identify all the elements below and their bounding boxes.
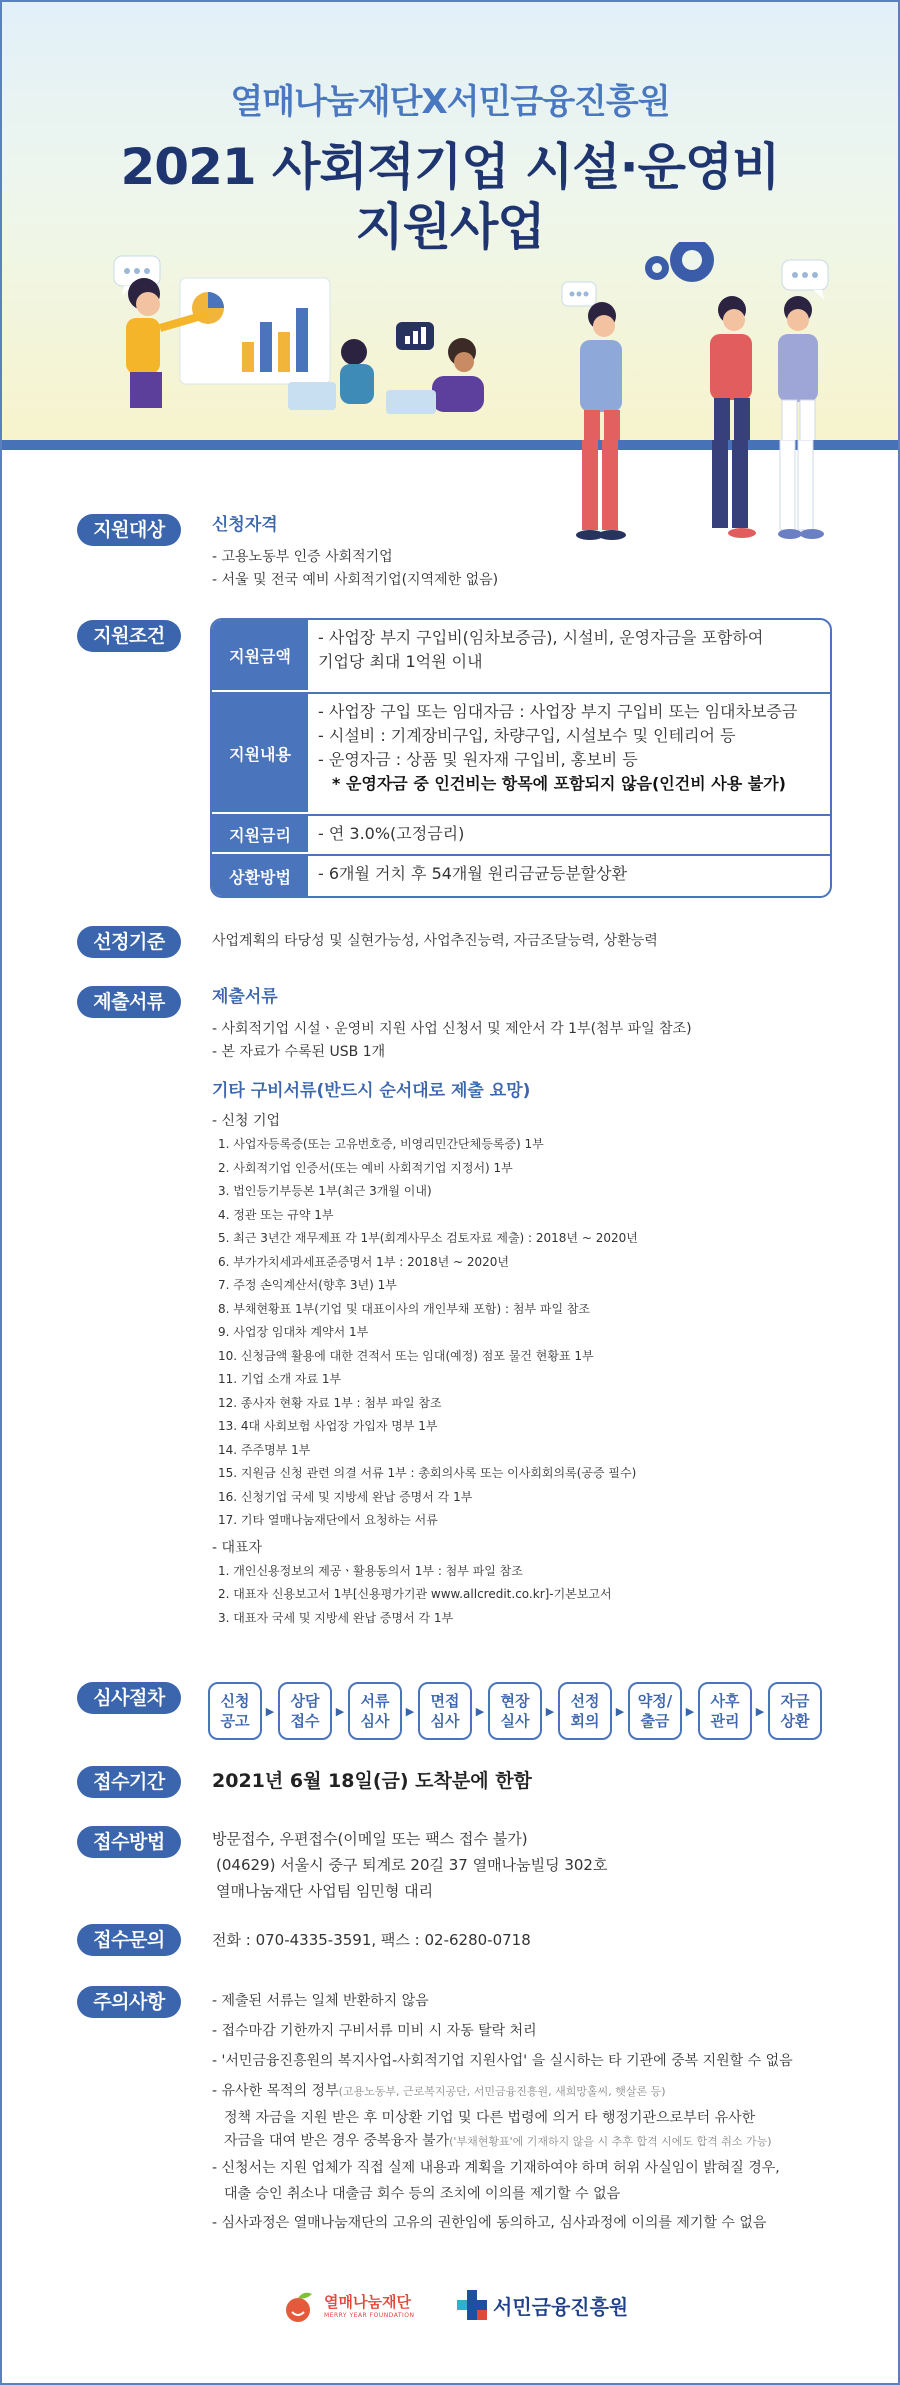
process-step [208, 1682, 262, 1740]
process-step [418, 1682, 472, 1740]
documents-list-item: 10. 신청금액 활용에 대한 견적서 또는 임대(예정) 점포 물건 현황표 1부 [218, 1348, 594, 1363]
conditions-value: - 연 3.0%(고정금리) [318, 824, 465, 843]
conditions-row [212, 856, 830, 896]
section-tag-period: 접수기간 [77, 1766, 181, 1798]
process-step [278, 1682, 332, 1740]
documents-item: - 사회적기업 시설ㆍ운영비 지원 사업 신청서 및 제안서 각 1부(첨부 파일 참조) [212, 1021, 692, 1037]
documents-list-item: 11. 기업 소개 자료 1부 [218, 1372, 342, 1386]
step-arrow-icon: ▶ [545, 1704, 555, 1718]
conditions-line: 기업당 최대 1억원 이내 [318, 652, 483, 671]
speech-bubble-icon [562, 282, 596, 306]
process-step [488, 1682, 542, 1740]
logo2-name: 서민금융진흥원 [493, 2294, 629, 2319]
process-step-label: 접수 [290, 1712, 320, 1730]
documents-list-item: 17. 기타 열매나눔재단에서 요청하는 서류 [218, 1513, 438, 1527]
target-item: - 고용노동부 인증 사회적기업 [212, 549, 393, 565]
documents-rep-heading: - 대표자 [212, 1539, 263, 1556]
documents-list-item: 6. 부가가치세과세표준증명서 1부 : 2018년 ~ 2020년 [218, 1254, 510, 1269]
hero-banner [2, 2, 898, 442]
process-step-label: 신청 [220, 1692, 250, 1710]
notice-line: - 접수마감 기한까지 구비서류 미비 시 자동 탈락 처리 [212, 2023, 537, 2039]
notice-line: - 신청서는 지원 업체가 직접 실제 내용과 계획을 기재하여야 하며 허위 사실임이 밝혀질 경우, [212, 2160, 780, 2176]
conditions-row [212, 620, 830, 694]
notice-line: 대출 승인 취소나 대출금 회수 등의 조치에 이의를 제기할 수 없음 [224, 2186, 621, 2202]
documents-list-item: 1. 개인신용정보의 제공ㆍ활용동의서 1부 : 첨부 파일 참조 [218, 1563, 523, 1578]
conditions-line: - 사업장 부지 구입비(임차보증금), 시설비, 운영자금을 포함하여 [318, 628, 764, 647]
method-line: (04629) 서울시 중구 퇴계로 20길 37 열매나눔빌딩 302호 [216, 1856, 608, 1874]
documents-company-heading: - 신청 기업 [212, 1113, 281, 1129]
target-heading: 신청자격 [212, 515, 278, 535]
documents-list-item: 16. 신청기업 국세 및 지방세 완납 증명서 각 1부 [218, 1489, 473, 1504]
step-arrow-icon: ▶ [265, 1704, 275, 1718]
documents-list-item: 4. 정관 또는 규약 1부 [218, 1207, 334, 1222]
step-arrow-icon: ▶ [405, 1704, 415, 1718]
step-arrow-icon: ▶ [335, 1704, 345, 1718]
section-tag-method: 접수방법 [77, 1826, 181, 1858]
documents-list-item: 9. 사업장 임대차 계약서 1부 [218, 1325, 369, 1339]
documents-list-item: 14. 주주명부 1부 [218, 1442, 311, 1457]
process-step-label: 상담 [290, 1692, 320, 1710]
process-step [348, 1682, 402, 1740]
method-line: 열매나눔재단 사업팀 임민형 대리 [216, 1882, 434, 1900]
documents-list-item: 12. 종사자 현황 자료 1부 : 첨부 파일 참조 [218, 1395, 442, 1410]
hero-title-line2: 지원사업 [355, 198, 545, 256]
section-tag-conditions: 지원조건 [77, 620, 181, 652]
documents-list-item: 3. 대표자 국세 및 지방세 완납 증명서 각 1부 [218, 1610, 454, 1625]
conditions-label: 지원내용 [212, 694, 308, 814]
inquiry-text: 전화 : 070-4335-3591, 팩스 : 02-6280-0718 [212, 1931, 531, 1949]
notice-line: 정책 자금을 지원 받은 후 미상환 기업 및 다른 법령에 의거 타 행정기관으로부터 유사한 [224, 2110, 756, 2126]
process-step [558, 1682, 612, 1740]
conditions-line: - 사업장 구입 또는 임대자금 : 사업장 부지 구입비 또는 임대차보증금 [318, 702, 798, 721]
documents-list-item: 5. 최근 3년간 재무제표 각 1부(회계사무소 검토자료 제출) : 2018년 ~ 2020년 [218, 1231, 638, 1245]
process-step [628, 1682, 682, 1740]
process-steps [208, 1682, 822, 1740]
conditions-row [212, 816, 830, 856]
process-step-label: 출금 [640, 1712, 670, 1730]
section-tag-target: 지원대상 [77, 514, 181, 546]
hero-title [2, 137, 898, 257]
conditions-value: - 6개월 거치 후 54개월 원리금균등분할상환 [318, 864, 628, 883]
notice-line [212, 2076, 872, 2107]
hero-illustration [2, 242, 898, 442]
process-step-label: 사후 [710, 1692, 740, 1710]
merry-year-logo [278, 2288, 414, 2324]
process-step-label: 약정/ [637, 1692, 673, 1710]
notice-text: - 유사한 목적의 정부 [212, 2083, 339, 2099]
method-line: 방문접수, 우편접수(이메일 또는 팩스 접수 불가) [212, 1830, 528, 1848]
documents-list-item: 7. 주정 손익계산서(향후 3년) 1부 [218, 1278, 397, 1292]
section-tag-inquiry: 접수문의 [77, 1924, 181, 1956]
step-arrow-icon: ▶ [685, 1704, 695, 1718]
step-arrow-icon: ▶ [755, 1704, 765, 1718]
gear-icon [645, 242, 714, 282]
fruit-logo-icon [278, 2288, 320, 2324]
conditions-value [308, 694, 830, 814]
conditions-label: 지원금리 [212, 816, 308, 854]
documents-list-item: 15. 지원금 신청 관련 의결 서류 1부 : 총회의사록 또는 이사회회의록(공증 필수) [218, 1466, 637, 1480]
business-people-illustration [580, 296, 818, 442]
notice-text: 자금을 대여 받은 경우 중복융자 불가 [224, 2133, 450, 2149]
section-tag-notice: 주의사항 [77, 1986, 181, 2018]
process-step [768, 1682, 822, 1740]
hero-subtitle: 열매나눔재단X서민금융진흥원 [230, 82, 670, 122]
chart-bubble-icon [396, 322, 434, 350]
documents-list-item: 8. 부채현황표 1부(기업 및 대표이사의 개인부채 포함) : 첨부 파일 참조 [218, 1301, 591, 1316]
chart-board-illustration [180, 278, 330, 384]
documents-list-item: 1. 사업자등록증(또는 고유번호증, 비영리민간단체등록증) 1부 [218, 1137, 544, 1151]
documents-heading: 제출서류 [212, 987, 278, 1007]
section-tag-criteria: 선정기준 [77, 926, 181, 958]
process-step-label: 공고 [220, 1712, 250, 1730]
documents-list-item: 2. 사회적기업 인증서(또는 예비 사회적기업 지정서) 1부 [218, 1160, 513, 1175]
target-item: - 서울 및 전국 예비 사회적기업(지역제한 없음) [212, 572, 499, 588]
section-tag-process: 심사절차 [77, 1682, 181, 1714]
conditions-label: 상환방법 [212, 856, 308, 896]
step-arrow-icon: ▶ [475, 1704, 485, 1718]
process-step-label: 실사 [500, 1712, 530, 1730]
documents-list-item: 13. 4대 사회보험 사업장 가입자 명부 1부 [218, 1419, 438, 1433]
process-step [698, 1682, 752, 1740]
process-step-label: 심사 [360, 1712, 390, 1730]
documents-item: - 본 자료가 수록된 USB 1개 [212, 1044, 386, 1060]
speech-bubble-icon [782, 260, 828, 300]
conditions-note: * 운영자금 중 인건비는 항목에 포함되지 않음(인건비 사용 불가) [332, 774, 786, 793]
process-step-label: 면접 [430, 1692, 460, 1710]
documents-rep-list [212, 1560, 852, 1631]
hero-title-line1: 2021 사회적기업 시설·운영비 [120, 138, 780, 196]
documents-list-item: 3. 법인등기부등본 1부(최근 3개월 이내) [218, 1184, 432, 1198]
notice-line: - 심사과정은 열매나눔재단의 고유의 권한임에 동의하고, 심사과정에 이의를 제기할 수 없음 [212, 2215, 767, 2231]
documents-extra-heading: 기타 구비서류(반드시 순서대로 제출 요망) [212, 1081, 531, 1101]
kinfa-logo [455, 2288, 628, 2322]
notice-subtext: (고용노동부, 근로복지공단, 서민금융진흥원, 새희망홀씨, 햇살론 등) [338, 2085, 666, 2098]
process-step-label: 상환 [780, 1712, 810, 1730]
notice-line [212, 2130, 872, 2153]
conditions-value [308, 620, 830, 692]
criteria-text: 사업계획의 타당성 및 실현가능성, 사업추진능력, 자금조달능력, 상환능력 [212, 933, 658, 949]
process-step-label: 자금 [780, 1692, 810, 1710]
logo1-sub: MERRY YEAR FOUNDATION [324, 2311, 415, 2319]
kinfa-logo-icon [455, 2288, 489, 2322]
logo1-name: 열매나눔재단 [324, 2292, 411, 2311]
documents-list-item: 2. 대표자 신용보고서 1부[신용평가기관 www.allcredit.co.kr]-기본보고서 [218, 1587, 612, 1601]
process-step-label: 현장 [500, 1692, 530, 1710]
process-step-label: 서류 [360, 1692, 390, 1710]
section-tag-documents: 제출서류 [77, 986, 181, 1018]
process-step-label: 회의 [570, 1712, 600, 1730]
conditions-line: - 시설비 : 기계장비구입, 차량구입, 시설보수 및 인테리어 등 [318, 726, 736, 745]
footer-logos [0, 2282, 900, 2332]
conditions-line: - 운영자금 : 상품 및 원자재 구입비, 홍보비 등 [318, 750, 638, 769]
notice-line: - '서민금융진흥원의 복지사업-사회적기업 지원사업' 을 실시하는 타 기관에 중복 지원할 수 없음 [212, 2053, 793, 2069]
notice-subtext: ('부채현황표'에 기재하지 않을 시 추후 합격 시에도 합격 취소 가능) [449, 2135, 772, 2148]
notice-line: - 제출된 서류는 일체 반환하지 않음 [212, 1993, 429, 2009]
conditions-table [210, 618, 832, 898]
period-text: 2021년 6월 18일(금) 도착분에 한함 [212, 1770, 532, 1792]
process-step-label: 선정 [570, 1692, 600, 1710]
process-step-label: 관리 [710, 1712, 740, 1730]
documents-company-list [212, 1133, 852, 1533]
conditions-row [212, 694, 830, 816]
process-step-label: 심사 [430, 1712, 460, 1730]
step-arrow-icon: ▶ [615, 1704, 625, 1718]
conditions-label: 지원금액 [212, 620, 308, 692]
